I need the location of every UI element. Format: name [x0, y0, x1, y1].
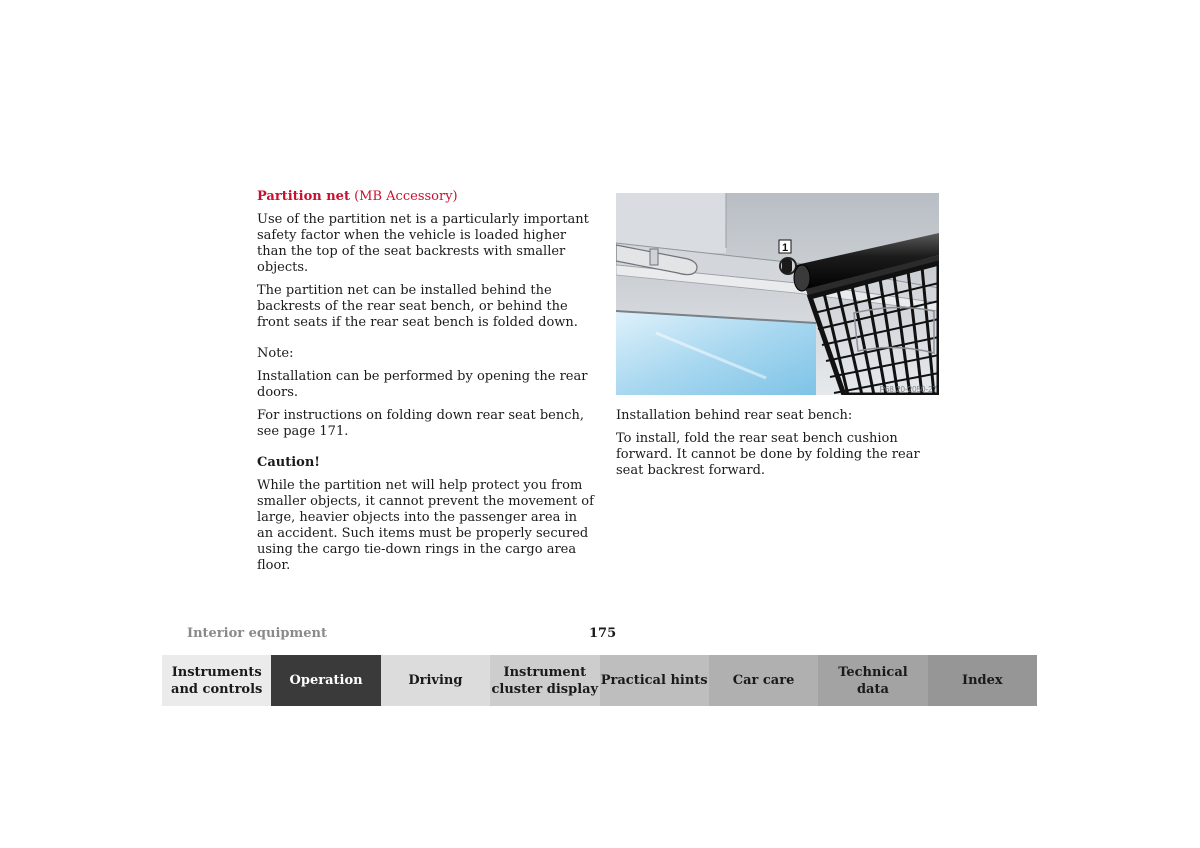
tab-practical-hints[interactable]	[600, 655, 709, 706]
heading-accessory-note: (MB Accessory)	[349, 189, 458, 204]
tab-operation[interactable]	[271, 655, 380, 706]
tab-label-line1: Instruments	[171, 664, 262, 680]
note-folding-reference: For instructions on folding down rear seat bench, see page 171.	[257, 408, 585, 439]
tab-instruments-and-controls[interactable]	[162, 655, 271, 706]
callout-number: 1	[781, 242, 789, 254]
install-instruction: To install, fold the rear seat bench cushion forward. It cannot be done by folding the rear seat backrest forward.	[616, 431, 920, 478]
chapter-tab-bar	[162, 655, 1037, 706]
section-name: Interior equipment	[187, 626, 327, 641]
main-text-column	[257, 189, 597, 581]
note-rear-doors: Installation can be performed by opening the rear doors.	[257, 369, 588, 400]
page-number: 175	[589, 626, 617, 641]
caution-text: While the partition net will help protect you from smaller objects, it cannot prevent the movement of large, heavier objects into the passenger area in an accident. Such items must be properly secured using the cargo tie-down rings in the cargo area floor.	[257, 478, 594, 573]
tab-label: Car care	[732, 673, 795, 688]
tab-label: Operation	[289, 673, 363, 688]
paragraph-safety: Use of the partition net is a particularly important safety factor when the vehicle is loaded higher than the top of the seat backrests with smaller objects.	[257, 212, 589, 275]
partition-net-illustration	[616, 193, 939, 395]
tab-technical-data[interactable]	[818, 655, 927, 706]
tab-driving[interactable]	[381, 655, 490, 706]
tab-label: Practical hints	[600, 673, 708, 688]
tab-label-line1: Instrument	[503, 664, 587, 680]
figure-caption-column	[616, 408, 946, 486]
paragraph-installation-locations: The partition net can be installed behind the backrests of the rear seat bench, or behind the front seats if the rear seat bench is folded down.	[257, 283, 578, 330]
tab-label: Driving	[408, 673, 463, 688]
section-heading	[257, 189, 597, 205]
tab-index[interactable]	[928, 655, 1037, 706]
figure-caption: Installation behind rear seat bench:	[616, 408, 853, 423]
heading-title: Partition net	[257, 189, 350, 204]
partition-net-drawing	[616, 193, 939, 395]
image-code: P68.20-2050-27	[879, 385, 937, 394]
tab-label-line2: and controls	[171, 681, 263, 697]
tab-label-line2: cluster display	[491, 681, 599, 697]
tab-car-care[interactable]	[709, 655, 818, 706]
tab-label-line1: Technical	[838, 664, 908, 680]
tab-label-line2: data	[856, 681, 889, 697]
note-label: Note:	[257, 346, 294, 361]
caution-label: Caution!	[257, 455, 320, 470]
tab-label: Index	[961, 673, 1003, 688]
tab-instrument-cluster-display[interactable]	[490, 655, 599, 706]
